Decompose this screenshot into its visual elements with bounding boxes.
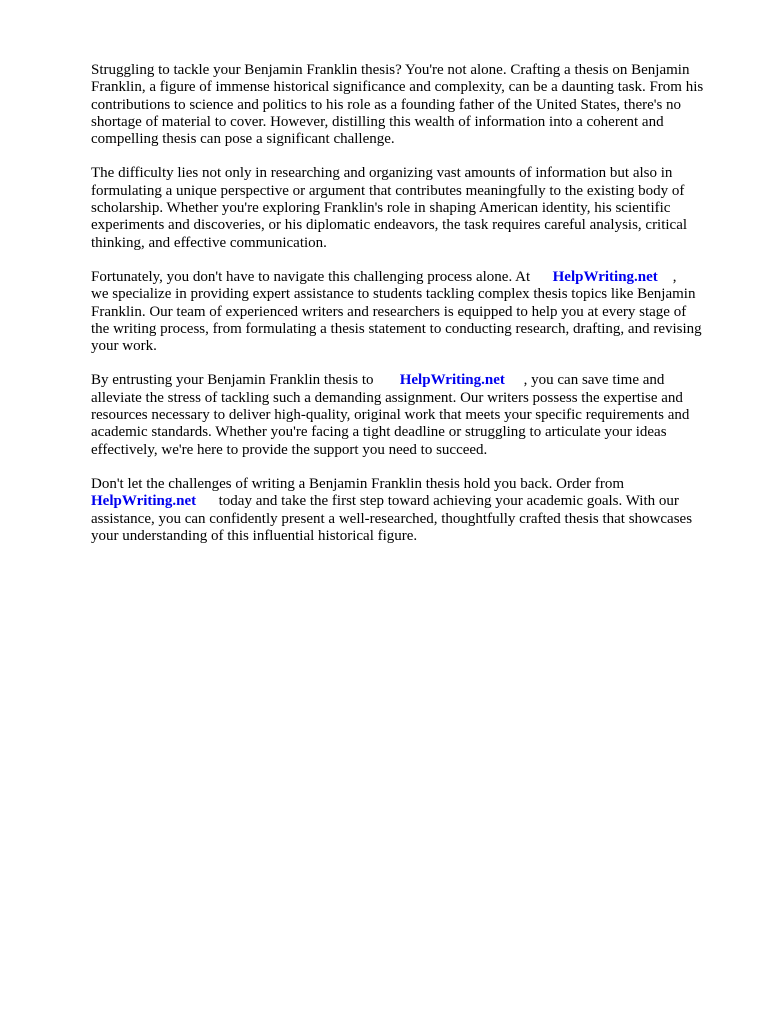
text-line: the writing process, from formulating a thesis statement to conducting research, drafting, and revising (91, 320, 702, 337)
helpwriting-link[interactable]: HelpWriting.net (91, 493, 197, 510)
helpwriting-link[interactable]: HelpWriting.net (399, 372, 505, 389)
helpwriting-link[interactable]: HelpWriting.net (552, 268, 658, 285)
paragraph-difficulty (91, 165, 731, 251)
text-line: Franklin, a figure of immense historical significance and complexity, can be a daunting task. From his (91, 79, 704, 96)
text-line: formulating a unique perspective or argument that contributes meaningfully to the existing body of (91, 182, 685, 199)
text-segment: , (657, 268, 677, 285)
text-line: scholarship. Whether you're exploring Franklin's role in shaping American identity, his scientific (91, 200, 671, 217)
text-line: we specialize in providing expert assistance to students tackling complex thesis topics like Benjamin (91, 286, 696, 303)
paragraph-intro (91, 62, 731, 148)
text-line: experiments and discoveries, or his diplomatic endeavors, the task requires careful analysis, critical (91, 217, 688, 234)
document-page (91, 62, 731, 562)
text-segment: Fortunately, you don't have to navigate this challenging process alone. At (91, 268, 553, 285)
text-line (91, 372, 731, 389)
text-line: effectively, we're here to provide the support you need to succeed. (91, 441, 488, 458)
text-segment: By entrusting your Benjamin Franklin thesis to (91, 372, 400, 389)
text-line: Franklin. Our team of experienced writers and researchers is equipped to help you at every stage of (91, 303, 687, 320)
text-line: academic standards. Whether you're facing a tight deadline or struggling to articulate your ideas (91, 424, 667, 441)
text-line: contributions to science and politics to his role as a founding father of the United States, there's no (91, 96, 682, 113)
text-segment: today and take the first step toward achieving your academic goals. With our (196, 493, 679, 510)
text-line: Don't let the challenges of writing a Benjamin Franklin thesis hold you back. Order from (91, 475, 624, 492)
text-segment: , you can save time and (504, 372, 665, 389)
text-line: alleviate the stress of tackling such a demanding assignment. Our writers possess the expertise and (91, 389, 683, 406)
text-line (91, 269, 731, 286)
text-line (91, 493, 731, 510)
text-line: resources necessary to deliver high-quality, original work that meets your specific requirements and (91, 407, 690, 424)
text-line: shortage of material to cover. However, distilling this wealth of information into a coherent and (91, 113, 664, 130)
text-line: The difficulty lies not only in researching and organizing vast amounts of information but also in (91, 165, 673, 182)
paragraph-fortunately (91, 269, 731, 355)
text-line: thinking, and effective communication. (91, 234, 327, 251)
text-line: compelling thesis can pose a significant challenge. (91, 131, 395, 148)
text-line: assistance, you can confidently present a well-researched, thoughtfully crafted thesis that showcases (91, 510, 693, 527)
text-line: Struggling to tackle your Benjamin Franklin thesis? You're not alone. Crafting a thesis on Benjamin (91, 62, 690, 78)
paragraph-entrusting (91, 372, 731, 458)
text-line: your work. (91, 338, 157, 355)
text-line: your understanding of this influential historical figure. (91, 527, 418, 544)
paragraph-order (91, 476, 731, 545)
